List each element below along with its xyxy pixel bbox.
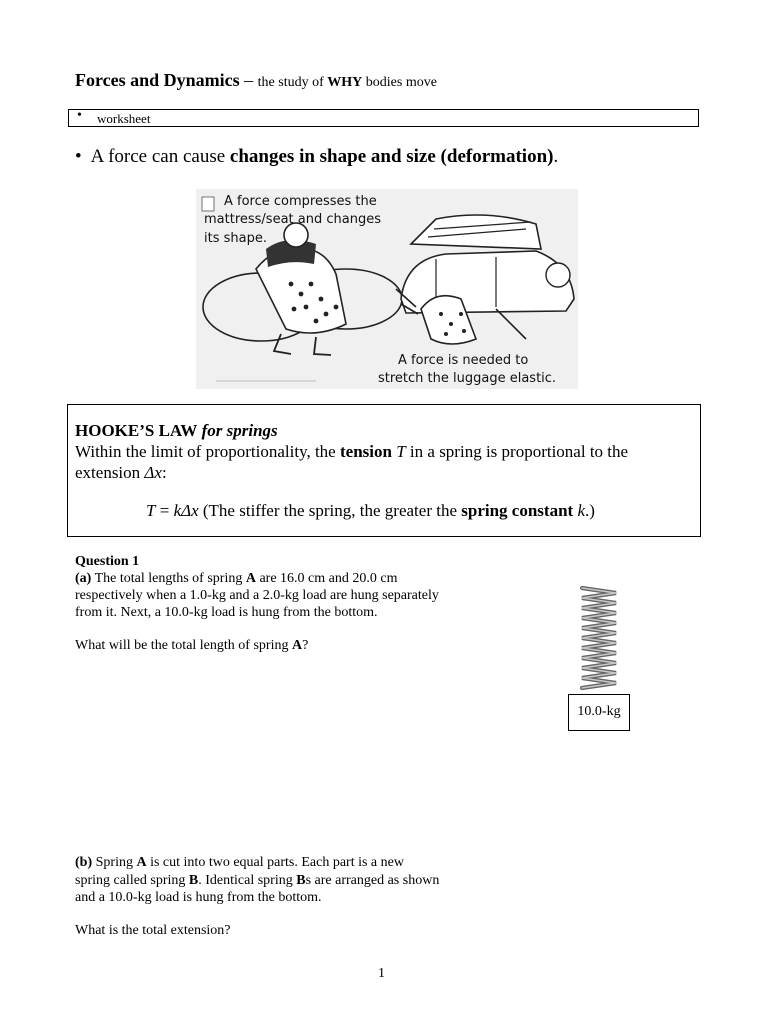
part-b-l2-mid: . Identical spring bbox=[198, 873, 297, 888]
worksheet-box bbox=[68, 109, 699, 127]
page-number: 1 bbox=[378, 966, 385, 981]
part-a-text-1: The total lengths of spring A are 16.0 cm and 20.0 cm bbox=[91, 571, 398, 586]
question-a-line-2: respectively when a 1.0-kg and a 2.0-kg load are hung separately bbox=[75, 588, 439, 603]
title-subtitle bbox=[258, 75, 437, 90]
subtitle-bold: WHY bbox=[327, 75, 363, 90]
caption-top-line-3: its shape. bbox=[204, 231, 267, 246]
page-title bbox=[75, 70, 437, 91]
deformation-illustration bbox=[196, 189, 578, 389]
title-dash: – bbox=[239, 70, 258, 90]
hookes-law-box bbox=[67, 404, 701, 537]
bullet-dot-icon: • bbox=[77, 108, 82, 123]
hookes-law-equation bbox=[146, 501, 595, 521]
part-b-l2-bold: B bbox=[188, 873, 199, 888]
question-a-line-1 bbox=[75, 571, 397, 587]
part-a-q-pre: What will be the total length of spring bbox=[75, 638, 292, 653]
subtitle-pre: the study of bbox=[257, 75, 328, 90]
part-b-l1-bold: A bbox=[136, 855, 147, 870]
subtitle-post: bodies move bbox=[362, 75, 437, 90]
question-b-prompt: What is the total extension? bbox=[75, 923, 231, 938]
part-b-l2-pre: spring called spring bbox=[75, 873, 189, 888]
load-box: 10.0-kg bbox=[568, 694, 630, 731]
bullet-text-bold: changes in shape and size (deformation) bbox=[229, 146, 554, 167]
part-b-l1-post: is cut into two equal parts. Each part is a new bbox=[146, 855, 404, 870]
line2-post: : bbox=[161, 463, 167, 482]
part-b-l1-pre: Spring bbox=[92, 855, 137, 870]
question-a-line-3: from it. Next, a 10.0-kg load is hung from the bottom. bbox=[75, 605, 378, 620]
line1-var: T bbox=[396, 442, 406, 461]
eq-note-pre: (The stiffer the spring, the greater the bbox=[198, 501, 462, 520]
eq-note-bold: spring constant bbox=[461, 501, 574, 520]
worksheet-link[interactable]: worksheet bbox=[97, 111, 151, 126]
caption-bottom-line-1: A force is needed to bbox=[398, 353, 529, 368]
line2-pre: extension bbox=[75, 463, 145, 482]
part-a-q-post: ? bbox=[302, 638, 309, 653]
question-heading bbox=[75, 554, 139, 570]
line2-var: Δx bbox=[144, 463, 162, 482]
caption-bottom-line-2: stretch the luggage elastic. bbox=[378, 371, 557, 386]
line1-pre: Within the limit of proportionality, the bbox=[75, 442, 340, 461]
line1-post: in a spring is proportional to the bbox=[405, 442, 629, 461]
hookes-law-subtitle: for springs bbox=[201, 421, 278, 440]
bullet-dot-icon: • bbox=[75, 146, 82, 167]
eq-mid: = bbox=[155, 501, 174, 520]
line1-bold: tension bbox=[339, 442, 392, 461]
question-b-line-3: and a 10.0-kg load is hung from the bottom. bbox=[75, 890, 322, 905]
caption-top-line-2: mattress/seat and changes bbox=[204, 212, 381, 227]
part-b-label: (b) bbox=[75, 855, 93, 870]
title-main: Forces and Dynamics bbox=[75, 70, 240, 90]
hookes-law-title: HOOKE’S LAW bbox=[75, 421, 198, 440]
eq-note-post: .) bbox=[585, 501, 595, 520]
caption-top-line-1: A force compresses the bbox=[224, 194, 377, 209]
bullet-text-post: . bbox=[553, 146, 559, 167]
part-b-l2-bold2: B bbox=[296, 873, 306, 888]
hookes-law-heading bbox=[75, 421, 278, 441]
question-title: Question 1 bbox=[75, 554, 140, 569]
deformation-bullet bbox=[75, 146, 558, 168]
question-b-line-2 bbox=[75, 873, 439, 889]
cartoon-drawing bbox=[196, 189, 578, 389]
question-a-prompt bbox=[75, 638, 308, 654]
bullet-text-pre: A force can cause bbox=[90, 146, 230, 167]
question-b-line-1 bbox=[75, 855, 404, 871]
part-b-l2-post: s are arranged as shown bbox=[305, 873, 440, 888]
part-a-label: (a) bbox=[75, 571, 92, 586]
hookes-law-line-2 bbox=[75, 463, 167, 483]
eq-rhs: kΔx bbox=[173, 501, 199, 520]
eq-lhs: T bbox=[146, 501, 156, 520]
hookes-law-line-1 bbox=[75, 442, 628, 462]
eq-note-var: k bbox=[573, 501, 585, 520]
part-a-q-bold: A bbox=[291, 638, 303, 653]
